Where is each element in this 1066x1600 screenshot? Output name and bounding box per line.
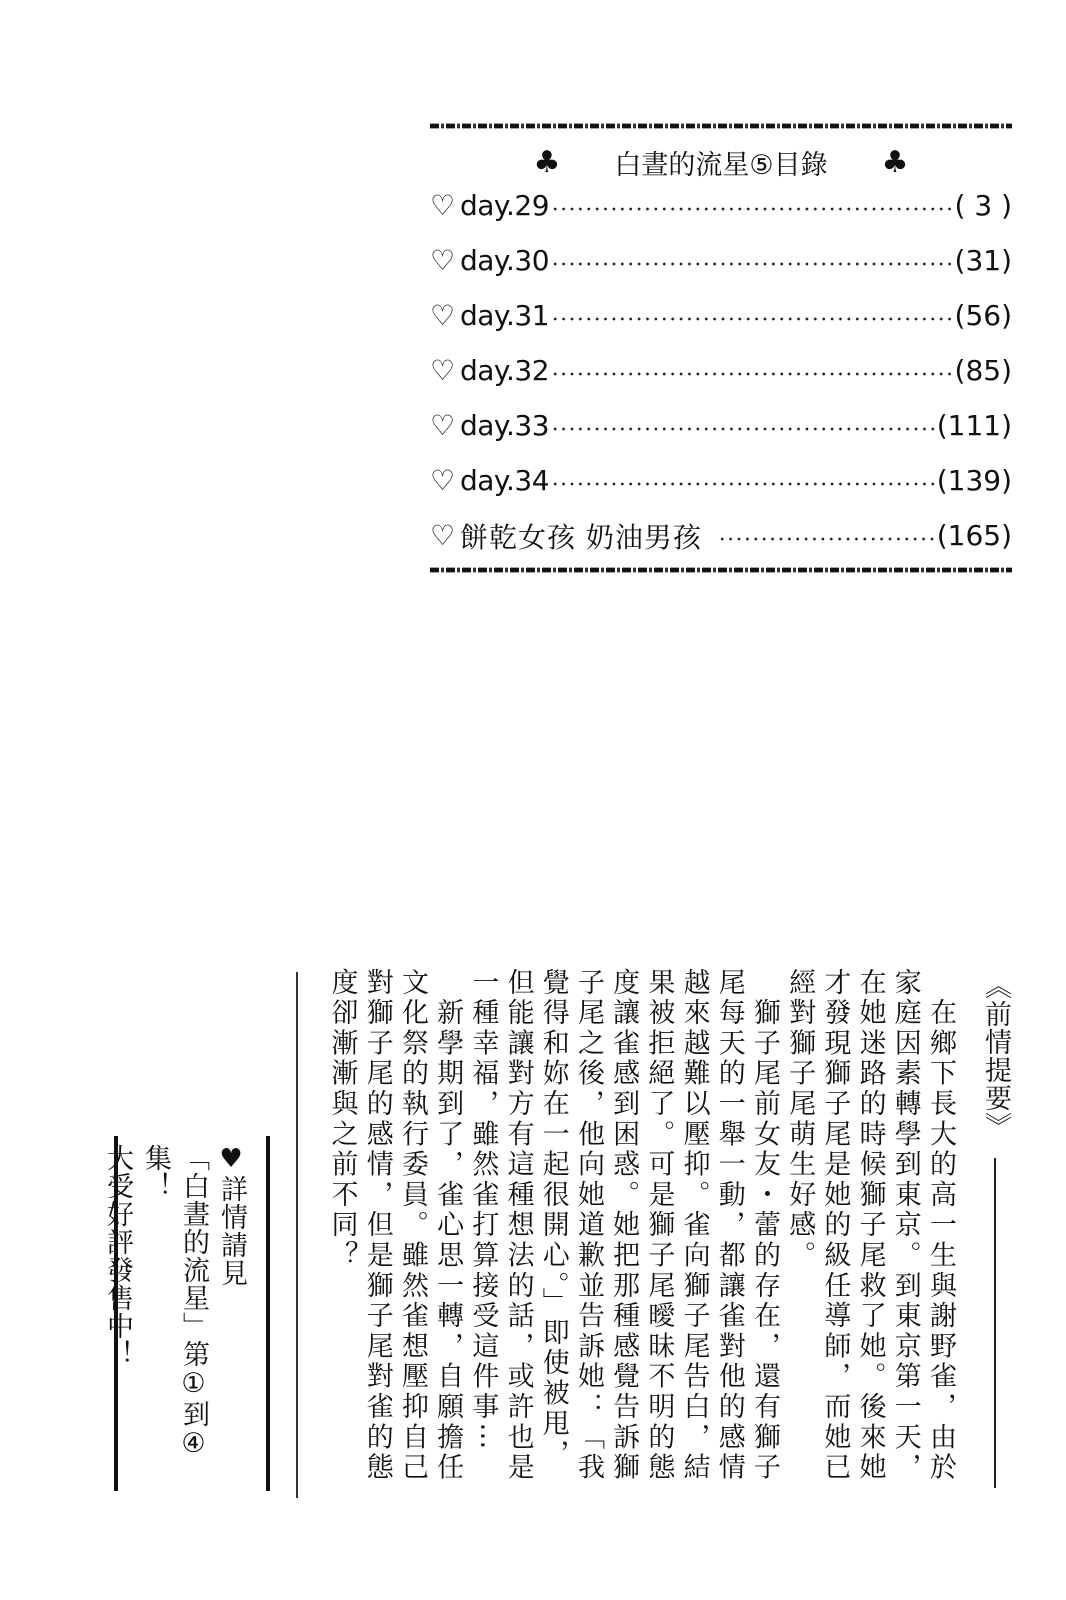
synopsis-line: 尾每天的一舉一動，都讓雀對他的感情 bbox=[713, 968, 745, 1484]
toc-entry-bonus-story[interactable] bbox=[430, 508, 1012, 563]
leader-dots bbox=[551, 262, 952, 266]
synopsis-body bbox=[324, 968, 958, 1488]
heart-filled-icon: ♥ bbox=[216, 1144, 246, 1175]
synopsis-line: 獅子尾前女友・蕾的存在，還有獅子 bbox=[748, 968, 780, 1484]
heart-outline-icon: ♡ bbox=[430, 409, 456, 442]
leader-dots bbox=[551, 482, 935, 486]
synopsis-line: 果被拒絕了。可是獅子尾曖昧不明的態 bbox=[643, 968, 675, 1484]
synopsis-line: 覺得和妳在一起很開心。」即使被甩， bbox=[537, 968, 569, 1470]
toc-entry-page: (165) bbox=[936, 519, 1012, 552]
toc-entry-page: (31) bbox=[954, 244, 1012, 277]
toc-list bbox=[430, 178, 1012, 563]
synopsis-line: 在鄉下長大的高一生與謝野雀，由於 bbox=[925, 968, 956, 1484]
toc-entry-page: (111) bbox=[936, 409, 1012, 442]
synopsis-line: 經對獅子尾萌生好感。 bbox=[784, 968, 816, 1271]
toc-entry-label: day.31 bbox=[460, 299, 550, 332]
synopsis-line: 度卻漸漸與之前不同？ bbox=[326, 968, 358, 1271]
toc-entry-label: day.30 bbox=[460, 244, 550, 277]
toc-entry-day31[interactable] bbox=[430, 288, 1012, 343]
toc-entry-day32[interactable] bbox=[430, 343, 1012, 398]
club-icon: ♣ bbox=[533, 144, 561, 180]
heading-rule bbox=[994, 1158, 996, 1488]
vertical-divider bbox=[296, 972, 298, 1498]
synopsis-section bbox=[318, 968, 1018, 1508]
leader-dots bbox=[551, 207, 952, 211]
toc-entry-day33[interactable] bbox=[430, 398, 1012, 453]
synopsis-line: 子尾之後，他向她道歉並告訴她：「我 bbox=[572, 968, 604, 1484]
heart-outline-icon: ♡ bbox=[430, 464, 456, 497]
synopsis-line: 但能讓對方有這種想法的話，或許也是 bbox=[502, 968, 534, 1484]
synopsis-line: 一種幸福，雖然雀打算接受這件事⋯ bbox=[467, 968, 499, 1453]
synopsis-line: 越來越難以壓抑。雀向獅子尾告白，結 bbox=[678, 968, 710, 1484]
decorative-border-bottom bbox=[430, 566, 1012, 574]
leader-dots bbox=[551, 317, 952, 321]
toc-title-text: 白晝的流星⑤目錄 bbox=[614, 149, 828, 181]
synopsis-line: 家庭因素轉學到東京。到東京第一天， bbox=[889, 968, 921, 1484]
toc-entry-day34[interactable] bbox=[430, 453, 1012, 508]
leader-dots bbox=[551, 427, 935, 431]
heart-outline-icon: ♡ bbox=[430, 189, 456, 222]
synopsis-line: 新學期到了，雀心思一轉，自願擔任 bbox=[432, 968, 464, 1484]
decorative-border-top bbox=[430, 122, 1012, 130]
series-notice-box bbox=[102, 1136, 272, 1491]
heart-outline-icon: ♡ bbox=[430, 299, 456, 332]
leader-dots bbox=[551, 372, 952, 376]
notice-border-right bbox=[266, 1136, 270, 1491]
synopsis-line: 在她迷路的時候獅子尾救了她。後來她 bbox=[854, 968, 886, 1484]
toc-entry-page: ( 3 ) bbox=[954, 189, 1012, 222]
toc-entry-label: day.29 bbox=[460, 189, 550, 222]
toc-entry-label: day.33 bbox=[460, 409, 550, 442]
heart-outline-icon: ♡ bbox=[430, 354, 456, 387]
synopsis-heading: 《前情提要》 bbox=[980, 972, 1011, 1140]
toc-entry-page: (85) bbox=[954, 354, 1012, 387]
synopsis-line: 對獅子尾的感情，但是獅子尾對雀的態 bbox=[361, 968, 393, 1484]
synopsis-line: 度讓雀感到困惑。她把那種感覺告訴獅 bbox=[608, 968, 640, 1484]
notice-line-1: 詳情請見 bbox=[216, 1175, 247, 1287]
toc-entry-label: day.32 bbox=[460, 354, 550, 387]
club-icon: ♣ bbox=[881, 144, 909, 180]
toc-entry-day30[interactable] bbox=[430, 233, 1012, 288]
synopsis-line: 文化祭的執行委員。雖然雀想壓抑自己 bbox=[396, 968, 428, 1484]
toc-entry-label: day.34 bbox=[460, 464, 550, 497]
heart-outline-icon: ♡ bbox=[430, 244, 456, 277]
toc-entry-day29[interactable] bbox=[430, 178, 1012, 233]
notice-text bbox=[98, 1144, 250, 1491]
synopsis-line: 才發現獅子尾是她的級任導師，而她已 bbox=[819, 968, 851, 1484]
toc-entry-label: 餅乾女孩 奶油男孩 bbox=[460, 520, 702, 554]
notice-line-2: 「白晝的流星」第①到④集！ bbox=[140, 1144, 209, 1460]
toc-entry-page: (56) bbox=[954, 299, 1012, 332]
heart-outline-icon: ♡ bbox=[430, 519, 456, 552]
toc-entry-page: (139) bbox=[936, 464, 1012, 497]
notice-line-3: 大受好評發售中！ bbox=[102, 1144, 133, 1368]
leader-dots bbox=[718, 537, 935, 541]
